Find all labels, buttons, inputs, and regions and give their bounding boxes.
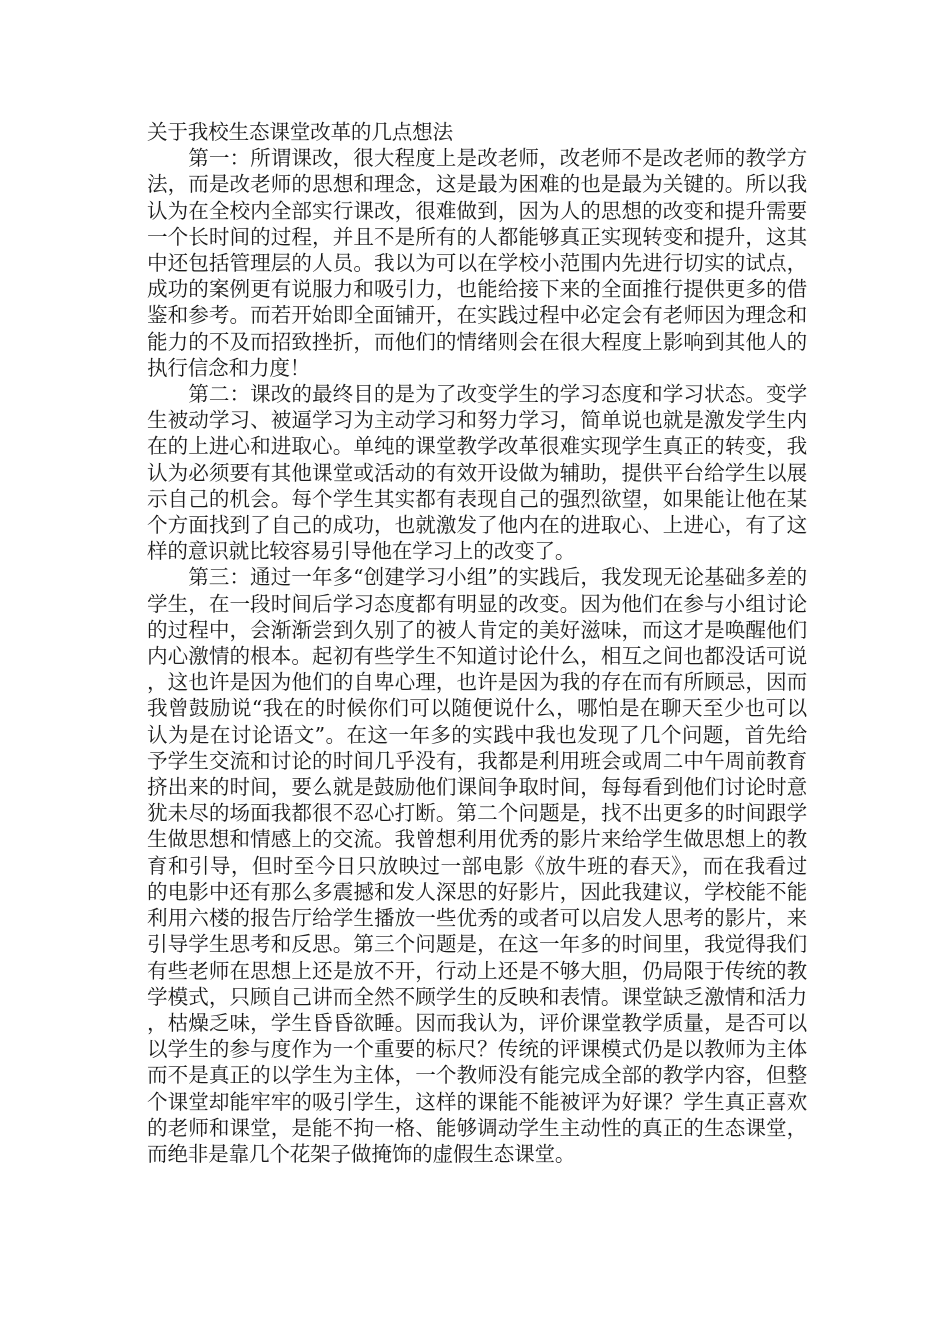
document-page [147, 119, 807, 1167]
paragraph-first-point: 第一：所谓课改，很大程度上是改老师，改老师不是改老师的教学方法，而是改老师的思想和理念，这是最为困难的也是最为关键的。所以我认为在全校内全部实行课改，很难做到，因为人的思想的改变和提升需要一个长时间的过程，并且不是所有的人都能够真正实现转变和提升，这其中还包括管理层的人员。我以为可以在学校小范围内先进行切实的试点，成功的案例更有说服力和吸引力，也能给接下来的全面推行提供更多的借鉴和参考。而若开始即全面铺开，在实践过程中必定会有老师因为理念和能力的不及而招致挫折，而他们的情绪则会在很大程度上影响到其他人的执行信念和力度！ [147, 146, 807, 380]
paragraph-third-point: 第三：通过一年多“创建学习小组”的实践后，我发现无论基础多差的学生，在一段时间后学习态度都有明显的改变。因为他们在参与小组讨论的过程中，会渐渐尝到久别了的被人肯定的美好滋味，而这才是唤醒他们内心激情的根本。起初有些学生不知道讨论什么，相互之间也都没话可说，这也许是因为他们的自卑心理，也许是因为我的存在而有所顾忌，因而我曾鼓励说“我在的时候你们可以随便说什么，哪怕是在聊天至少也可以认为是在讨论语文”。在这一年多的实践中我也发现了几个问题，首先给予学生交流和讨论的时间几乎没有，我都是利用班会或周二中午周前教育挤出来的时间，要么就是鼓励他们课间争取时间，每每看到他们讨论时意犹未尽的场面我都很不忍心打断。第二个问题是，找不出更多的时间跟学生做思想和情感上的交流。我曾想利用优秀的影片来给学生做思想上的教育和引导，但时至今日只放映过一部电影《放牛班的春天》，而在我看过的电影中还有那么多震撼和发人深思的好影片，因此我建议，学校能不能利用六楼的报告厅给学生播放一些优秀的或者可以启发人思考的影片，来引导学生思考和反思。第三个问题是，在这一年多的时间里，我觉得我们有些老师在思想上还是放不开，行动上还是不够大胆，仍局限于传统的教学模式，只顾自己讲而全然不顾学生的反映和表情。课堂缺乏激情和活力，枯燥乏味，学生昏昏欲睡。因而我认为，评价课堂教学质量，是否可以以学生的参与度作为一个重要的标尺？传统的评课模式仍是以教师为主体而不是真正的以学生为主体，一个教师没有能完成全部的教学内容，但整个课堂却能牢牢的吸引学生，这样的课能不能被评为好课？学生真正喜欢的老师和课堂，是能不拘一格、能够调动学生主动性的真正的生态课堂，而绝非是靠几个花架子做掩饰的虚假生态课堂。 [147, 565, 807, 1166]
document-title: 关于我校生态课堂改革的几点想法 [147, 120, 453, 144]
paragraph-second-point: 第二：课改的最终目的是为了改变学生的学习态度和学习状态。变学生被动学习、被逼学习为主动学习和努力学习，简单说也就是激发学生内在的上进心和进取心。单纯的课堂教学改革很难实现学生真正的转变，我认为必须要有其他课堂或活动的有效开设做为辅助，提供平台给学生以展示自己的机会。每个学生其实都有表现自己的强烈欲望，如果能让他在某个方面找到了自己的成功，也就激发了他内在的进取心、上进心，有了这样的意识就比较容易引导他在学习上的改变了。 [147, 382, 807, 564]
